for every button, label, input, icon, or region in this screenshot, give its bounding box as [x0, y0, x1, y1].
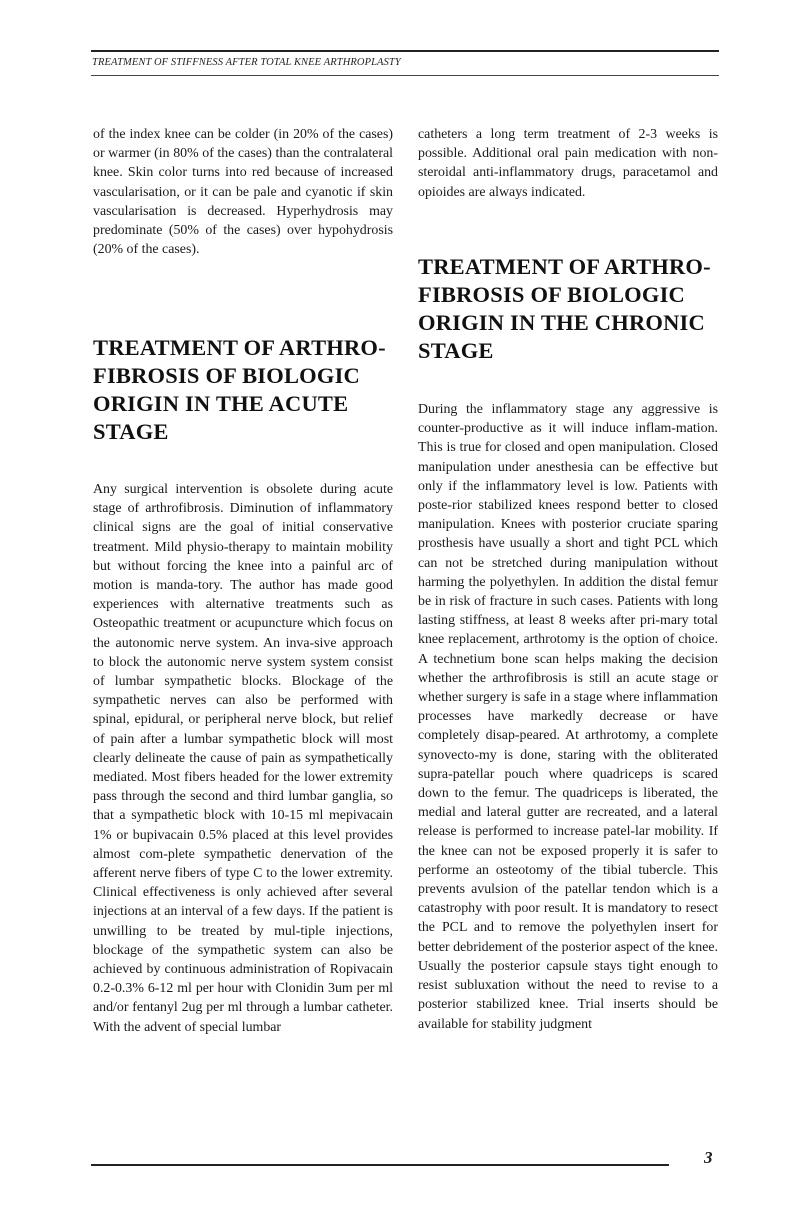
left-heading-wrap	[93, 334, 393, 446]
heading-acute-stage: TREATMENT OF ARTHRO-FIBROSIS OF BIOLOGIC ORIGIN IN THE ACUTE STAGE	[93, 335, 386, 444]
left-body-wrap	[93, 480, 393, 1037]
header-rule-top	[91, 50, 719, 52]
left-column	[93, 125, 393, 259]
right-body-wrap	[418, 400, 718, 1034]
heading-chronic-stage: TREATMENT OF ARTHRO-FIBROSIS OF BIOLOGIC ORIGIN IN THE CHRONIC STAGE	[418, 254, 711, 363]
page-number: 3	[704, 1148, 713, 1167]
header-rule-bottom	[91, 75, 719, 76]
paragraph-chronic-stage: During the inflammatory stage any aggressive is counter-productive as it will induce inflam-mation. This is true for closed and open manipulation. Closed manipulation under anesthesia can be effective but only if the inflammatory level is low. Patients with poste-rior stabilized knees respond better to closed manipulation. Knees with posterior cruciate sparing prosthesis have usually a short and tight PCL which can not be stretched during manipulation without harming the polyethylen. In addition the distal femur be in risk of fracture in such cases. Patients with long lasting stiffness, at least 8 weeks after pri-mary total knee replacement, arthrotomy is the option of choice. A technetium bone scan helps making the decision whether the arthrofibrosis is still an acute stage or whether surgery is safe in a stage where inflammation processes have markedly decrease or have completely disap-peared. At arthrotomy, a complete synovecto-my is done, staring with the obliterated supra-patellar pouch where quadriceps is scared down to the femur. The quadriceps is liberated, the medial and lateral gutter are recreated, and a lateral release is performed to increase patel-lar mobility. If the knee can not be exposed properly it is safer to performe an osteotomy of the tibial tubercle. This prevents avulsion of the patellar tendon which is a catastrophy with poor result. It is mandatory to resect the PCL and to remove the polyethylen insert for better debridement of the posterior aspect of the knee. Usually the posterior capsule stays tight enough to resist subluxation without the need to revise to a posterior stabilized knee. Trial inserts should be available for stability judgment	[418, 402, 718, 1032]
right-heading-wrap	[418, 253, 718, 365]
footer-rule	[91, 1164, 669, 1166]
running-title: TREATMENT OF STIFFNESS AFTER TOTAL KNEE ARTHROPLASTY	[92, 57, 401, 68]
paragraph-intro: of the index knee can be colder (in 20% of the cases) or warmer (in 80% of the cases) than the contralateral knee. Skin color turns into red because of increased vascularisation, or it can be pale and cyanotic if skin vascularisation is decreased. Hyperhydrosis may predominate (50% of the cases) over hypohydrosis (20% of the cases).	[93, 127, 393, 258]
paragraph-acute-stage: Any surgical intervention is obsolete during acute stage of arthrofibrosis. Diminution of inflammatory clinical signs are the goal of initial conservative treatment. Mild physio-therapy to maintain mobility but without forcing the knee into a painful arc of motion is manda-tory. The author has made good experiences with alternative treatments such as Osteopathic treatment or acupuncture which focus on the autonomic nerve system. An inva-sive approach to block the autonomic nerve system system consist of lumbar sympathetic blocks. Blockage of the sympathetic nerves can also be performed with spinal, epidural, or peripheral nerve block, but relief of pain after a lumbar sympathetic block will most clearly delineate the cause of pain as sympathetically mediated. Most fibers headed for the lower extremity pass through the second and third lumbar ganglia, so that a sympathetic block with 10-15 ml mepivacain 1% or bupivacain 0.5% placed at this level provides almost com-plete sympathetic denervation of the afferent nerve fibers of type C to the lower extremity. Clinical effectiveness is only achieved after several injections at an interval of a few days. If the patient is unwilling to be treated by mul-tiple injections, blockage of the sympathetic system can also be achieved by continuous administration of Ropivacain 0.2-0.3% 6-12 ml per hour with Clonidin 3um per ml and/or fentanyl 2ug per ml through a lumbar catheter. With the advent of special lumbar	[93, 482, 393, 1035]
paragraph-continued: catheters a long term treatment of 2-3 weeks is possible. Additional oral pain medication with non-steroidal anti-inflammatory drugs, paracetamol and opioides are always indicated.	[418, 127, 718, 200]
right-column	[418, 125, 718, 202]
